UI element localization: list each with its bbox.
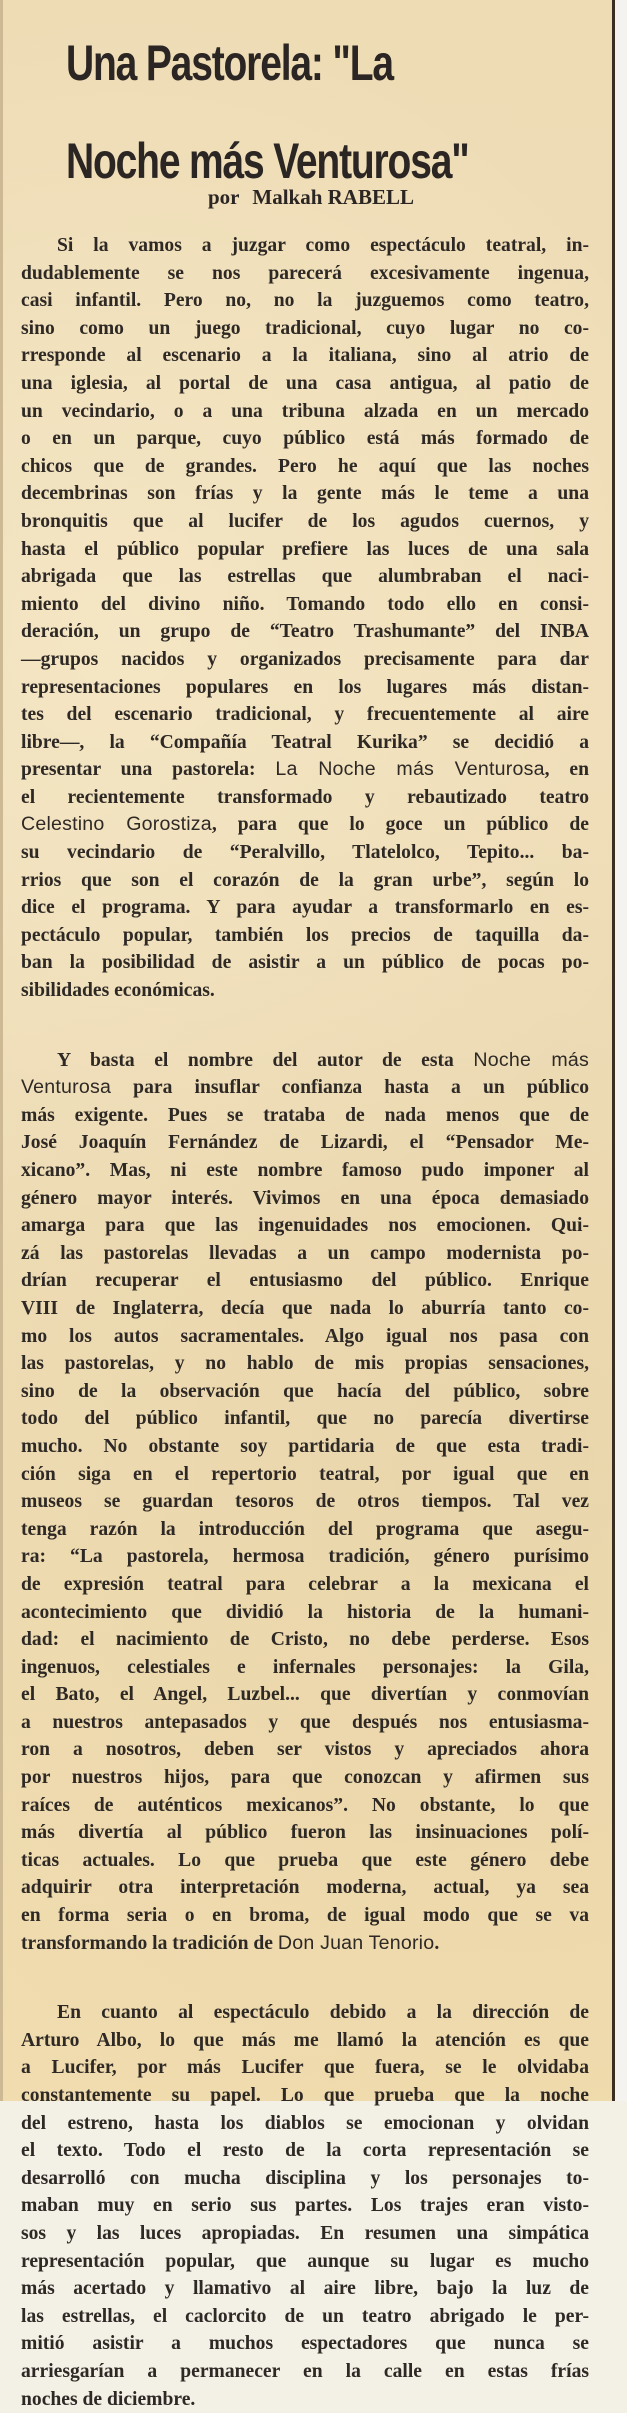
text-line [21, 2358, 589, 2386]
text-segment: el texto. Todo el resto de la corta representación se [21, 2140, 589, 2162]
text-segment: , en [544, 759, 590, 781]
text-line [21, 2248, 589, 2276]
text-line [21, 839, 589, 867]
text-segment: Si la vamos a juzgar como espectáculo teatral, in- [57, 235, 589, 256]
text-line [21, 260, 589, 288]
text-line [21, 811, 589, 839]
headline-line-2: Noche más Venturosa" [66, 133, 469, 189]
text-segment: raíces de auténticos mexicanos”. No obstante, lo que [21, 1794, 589, 1816]
text-segment: a Lucifer, por más Lucifer que fuera, se le olvidaba [21, 2057, 589, 2079]
text-segment: ticas actuales. Lo que prueba que este género debe [21, 1849, 589, 1871]
text-line [21, 1378, 589, 1406]
text-segment: mucho. No obstante soy partidaria de que esta tradi- [21, 1435, 589, 1457]
text-line [21, 1736, 589, 1764]
text-line [21, 1571, 589, 1599]
text-line [21, 1129, 589, 1157]
page-margin [615, 0, 627, 2101]
text-segment: en forma seria o en broma, de igual modo que se va [21, 1905, 589, 1927]
text-segment: las estrellas, el caclorcito de un teatro abrigado le per- [21, 2305, 589, 2327]
text-line [21, 977, 589, 1005]
text-line [21, 1626, 589, 1654]
text-segment: ingenuos, celestiales e infernales personajes: la Gila, [21, 1656, 589, 1678]
text-segment: representación popular, que aunque su lugar es mucho [21, 2250, 589, 2272]
title-reference: La Noche más Venturosa [275, 758, 545, 781]
text-line [21, 1074, 589, 1102]
text-segment: abrigada que las estrellas que alumbraban el naci- [21, 566, 589, 588]
text-segment: ra: “La pastorela, hermosa tradición, género purísimo [21, 1546, 589, 1568]
headline [66, 14, 469, 210]
text-segment: —grupos nacidos y organizados precisamente para dar [21, 648, 589, 670]
text-line [21, 2110, 589, 2138]
text-segment: a nuestros antepasados y que después nos entusiasma- [21, 1711, 589, 1733]
text-line [21, 1709, 589, 1737]
text-line [21, 591, 589, 619]
text-line [21, 287, 589, 315]
text-segment: para insuflar confianza hasta a un público [111, 1077, 589, 1099]
text-segment: hasta el público popular prefiere las luces de una sala [21, 538, 589, 560]
text-segment: José Joaquín Fernández de Lizardi, el “Pensador Me- [21, 1132, 589, 1154]
text-line [21, 1461, 589, 1489]
text-segment: más divertía al público fueron las insinuaciones polí- [21, 1822, 589, 1844]
text-segment: sibilidades económicas. [21, 980, 215, 1002]
text-segment: su vecindario de “Peralvillo, Tlatelolco, Tepito... ba- [21, 842, 589, 864]
text-line [21, 1847, 589, 1875]
text-line [21, 1874, 589, 1902]
text-line [21, 1433, 589, 1461]
text-segment: el recientemente transformado y rebautizado teatro [21, 786, 589, 808]
text-line [21, 1819, 589, 1847]
text-line [21, 425, 589, 453]
text-line [21, 1764, 589, 1792]
text-segment: transformando la tradición de [21, 1932, 278, 1954]
text-segment: o en un parque, cuyo público está más formado de [21, 428, 589, 450]
text-line [21, 1999, 589, 2027]
text-line [21, 1599, 589, 1627]
text-line [21, 784, 589, 812]
text-segment: más exigente. Pues se trataba de nada menos que de [21, 1104, 589, 1126]
text-line [21, 1930, 589, 1958]
text-segment: decembrinas son frías y la gente más le teme a una [21, 483, 589, 505]
text-line [21, 646, 589, 674]
text-segment: libre—, la “Compañía Teatral Kurika” se decidió a [21, 731, 589, 753]
text-segment: drían recuperar el entusiasmo del público. Enrique [21, 1270, 589, 1292]
text-line [21, 1212, 589, 1240]
text-segment: género mayor interés. Vivimos en una época demasiado [21, 1187, 589, 1209]
text-segment: Y basta el nombre del autor de esta [57, 1049, 474, 1071]
text-segment: sino de la observación que hacía del público, sobre [21, 1380, 589, 1402]
text-line [21, 1902, 589, 1930]
text-line [21, 701, 589, 729]
text-segment: rresponde al escenario a la italiana, sino al atrio de [21, 345, 589, 367]
paragraph-gap [21, 1005, 589, 1047]
text-line [21, 2220, 589, 2248]
text-line [21, 370, 589, 398]
text-line [21, 729, 589, 757]
byline-author: Malkah RABELL [252, 185, 414, 209]
text-line [21, 1654, 589, 1682]
text-line [21, 1681, 589, 1709]
article-body [21, 232, 589, 2413]
text-segment: ban la posibilidad de asistir a un público de pocas po- [21, 952, 589, 974]
text-line [21, 894, 589, 922]
text-segment: una iglesia, al portal de una casa antigua, al patio de [21, 372, 589, 394]
text-segment: del estreno, hasta los diablos se emocionan y olvidan [21, 2112, 589, 2134]
text-line [21, 1488, 589, 1516]
text-segment: miento del divino niño. Tomando todo ello en consi- [21, 593, 589, 615]
text-line [21, 480, 589, 508]
text-line [21, 2330, 589, 2358]
text-segment: dice el programa. Y para ayudar a transformarlo en es- [21, 897, 589, 919]
text-segment: mitió asistir a muchos espectadores que nunca se [21, 2333, 589, 2355]
text-line [21, 1240, 589, 1268]
text-line [21, 2386, 589, 2413]
text-line [21, 922, 589, 950]
text-segment: pectáculo popular, también los precios de taquilla da- [21, 924, 589, 946]
text-segment: ron a nosotros, deben ser vistos y apreciados ahora [21, 1739, 589, 1761]
text-segment: constantemente su papel. Lo que prueba que la noche [21, 2085, 589, 2106]
text-line [21, 1185, 589, 1213]
text-segment: presentar una pastorela: [21, 759, 276, 781]
text-segment: arriesgarían a permanecer en la calle en estas frías [21, 2360, 589, 2382]
text-line [21, 1516, 589, 1544]
text-segment: En cuanto al espectáculo debido a la dirección de [57, 2002, 589, 2024]
text-line [21, 1295, 589, 1323]
text-line [21, 342, 589, 370]
text-segment: tes del escenario tradicional, y frecuentemente al aire [21, 704, 589, 726]
text-segment: de expresión teatral para celebrar a la mexicana el [21, 1573, 589, 1595]
title-reference: Noche más [473, 1048, 589, 1071]
text-line [21, 2054, 589, 2082]
text-line [21, 2192, 589, 2220]
text-segment: ción siga en el repertorio teatral, por igual que en [21, 1463, 589, 1485]
text-line [21, 867, 589, 895]
text-segment: sos y las luces apropiadas. En resumen una simpática [21, 2222, 589, 2244]
text-line [21, 949, 589, 977]
text-line [21, 2165, 589, 2193]
text-segment: deración, un grupo de “Teatro Trashumante” del INBA [21, 621, 589, 643]
text-line [21, 315, 589, 343]
headline-line-1: Una Pastorela: "La [66, 35, 393, 91]
text-line [21, 508, 589, 536]
text-segment: acontecimiento que dividió la historia de la humani- [21, 1601, 589, 1623]
text-segment: mo los autos sacramentales. Algo igual nos pasa con [21, 1325, 589, 1347]
text-segment: VIII de Inglaterra, decía que nada lo aburría tanto co- [21, 1297, 589, 1319]
text-segment: bronquitis que al lucifer de los agudos cuernos, y [21, 510, 589, 532]
text-segment: rrios que son el corazón de la gran urbe”, según lo [21, 869, 589, 891]
text-segment: las pastorelas, y no hablo de mis propias sensaciones, [21, 1353, 589, 1375]
paragraph-gap [21, 1957, 589, 1999]
text-line [21, 756, 589, 784]
text-line [21, 2082, 589, 2110]
text-segment: amarga para que las ingenuidades nos emocionen. Qui- [21, 1215, 589, 1237]
text-line [21, 1047, 589, 1075]
title-reference: Venturosa [21, 1076, 112, 1099]
title-reference: Celestino Gorostiza [21, 813, 212, 836]
text-line [21, 618, 589, 646]
text-segment: . [434, 1932, 440, 1954]
text-segment: el Bato, el Angel, Luzbel... que divertían y conmovían [21, 1684, 589, 1706]
text-segment: adquirir otra interpretación moderna, actual, ya sea [21, 1877, 589, 1899]
text-segment: Arturo Albo, lo que más me llamó la atención es que [21, 2029, 589, 2051]
text-segment: un vecindario, o a una tribuna alzada en un mercado [21, 400, 589, 422]
clipping-left-edge [0, 0, 3, 2101]
byline-prefix: por [208, 185, 240, 209]
text-segment: zá las pastorelas llevadas a un campo modernista po- [21, 1242, 589, 1264]
text-segment: , para que lo goce un público de [211, 814, 589, 836]
text-line [21, 1405, 589, 1433]
text-line [21, 1267, 589, 1295]
text-line [21, 453, 589, 481]
paragraph [21, 1999, 589, 2413]
text-line [21, 2137, 589, 2165]
text-segment: maban muy en serio sus partes. Los trajes eran visto- [21, 2195, 589, 2217]
text-line [21, 536, 589, 564]
text-segment: representaciones populares en los lugares más distan- [21, 676, 589, 698]
text-segment: noches de diciembre. [21, 2388, 196, 2410]
text-segment: dad: el nacimiento de Cristo, no debe perderse. Esos [21, 1629, 589, 1651]
text-line [21, 1543, 589, 1571]
text-segment: casi infantil. Pero no, no la juzguemos como teatro, [21, 290, 589, 312]
text-segment: museos se guardan tesoros de otros tiempos. Tal vez [21, 1491, 589, 1513]
text-line [21, 674, 589, 702]
byline [0, 185, 614, 210]
text-segment: todo del público infantil, que no parecía divertirse [21, 1408, 589, 1430]
text-segment: por nuestros hijos, para que conozcan y afirmen sus [21, 1767, 589, 1789]
text-segment: tenga razón la introducción del programa que asegu- [21, 1518, 589, 1540]
text-segment: chicos que de grandes. Pero he aquí que las noches [21, 455, 589, 477]
text-segment: sino como un juego tradicional, cuyo lugar no co- [21, 317, 589, 339]
text-segment: dudablemente se nos parecerá excesivamente ingenua, [21, 262, 589, 284]
text-segment: desarrolló con mucha disciplina y los personajes to- [21, 2167, 589, 2189]
title-reference: Don Juan Tenorio [277, 1931, 435, 1954]
paragraph [21, 232, 589, 1005]
text-segment: xicano”. Mas, ni este nombre famoso pudo imponer al [21, 1160, 589, 1181]
paragraph [21, 1047, 589, 1958]
text-line [21, 2275, 589, 2303]
text-line [21, 1102, 589, 1130]
text-line [21, 1350, 589, 1378]
text-line [21, 2303, 589, 2331]
text-line [21, 1323, 589, 1351]
text-line [21, 232, 589, 260]
text-segment: más acertado y llamativo al aire libre, bajo la luz de [21, 2278, 589, 2300]
text-line [21, 1157, 589, 1185]
text-line [21, 398, 589, 426]
text-line [21, 1792, 589, 1820]
text-line [21, 563, 589, 591]
text-line [21, 2027, 589, 2055]
